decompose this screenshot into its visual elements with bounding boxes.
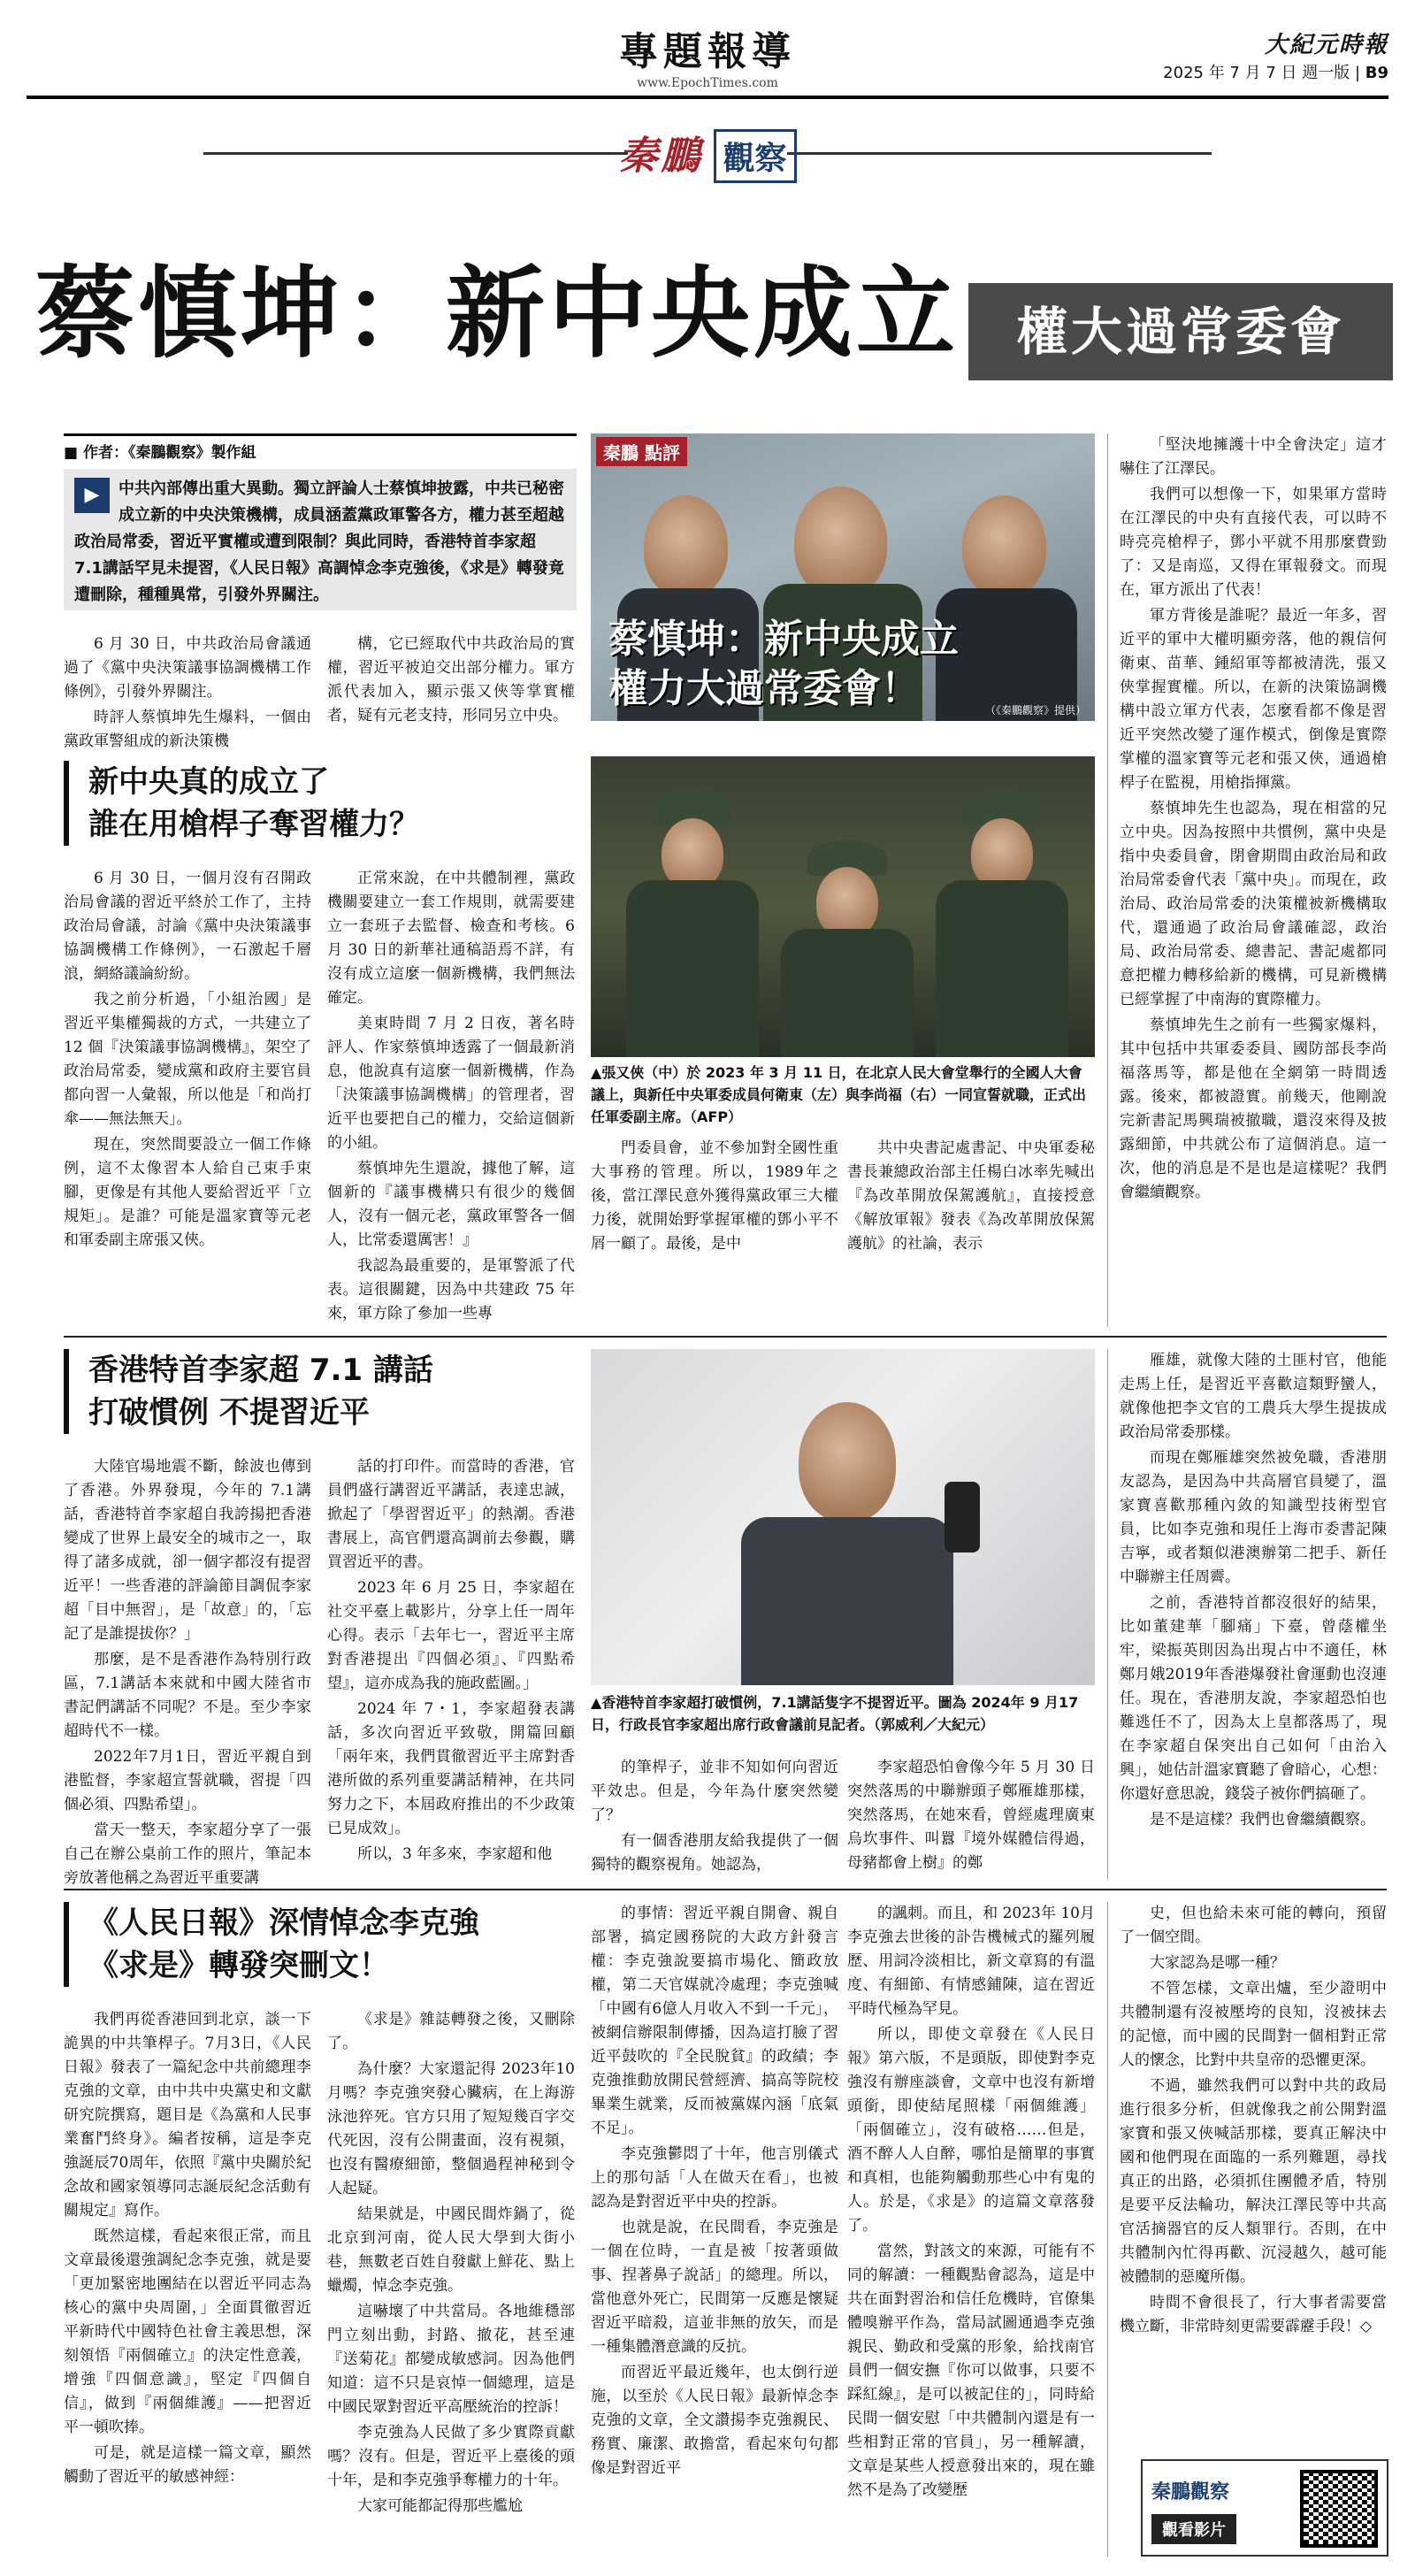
subhead-line: 打破慣例 不提習近平: [88, 1395, 370, 1430]
paragraph: 的筆桿子，並非不知如何向習近平效忠。但是，今年為什麼突然變了？: [591, 1759, 838, 1824]
section-divider: [64, 1336, 1387, 1338]
portrait-left: [644, 495, 728, 597]
officer-right: [971, 818, 1033, 889]
play-icon: ▶: [74, 478, 110, 513]
paragraph: 有一個香港朋友給我提供了一個獨特的觀察視角。她認為，: [591, 1832, 838, 1874]
paragraph: 大家可能都記得那些尷尬: [357, 2497, 523, 2515]
section3-column-2: [327, 2008, 575, 2520]
section3-column-4: [847, 1902, 1095, 2504]
paragraph: 2023 年 6 月 25 日，李家超在社交平臺上載影片，分享上任一周年心得。表示「去年七一，習近平主席對香港提出『四個必須』、『四點希望』，這亦成為我的施政藍圖。」: [327, 1579, 575, 1692]
portrait-center: [794, 487, 887, 597]
section3-subhead: [64, 1902, 577, 1987]
uniform-center: [781, 929, 914, 1057]
photo-hk-chief: [591, 1349, 1095, 1685]
paragraph: 既然這樣，看起來很正常，而且文章最後還強調紀念李克強，就是要「更加緊密地團結在以習近平同志為核心的黨中央周圍，」全面貫徹習近平新時代中國特色社會主義思想，深刻領悟『兩個確立』的決定性意義，增強『四個意識』，堅定『四個自信』，做到『兩個維護』——把習近平一頓吹捧。: [64, 2227, 311, 2436]
section2-subhead: [64, 1349, 577, 1434]
section2-column-3: [591, 1756, 838, 1879]
column-divider: [1107, 433, 1108, 1327]
qr-code-icon[interactable]: [1300, 2470, 1378, 2548]
paper-logo: 大紀元時報: [1264, 32, 1388, 58]
uniform-right: [936, 880, 1068, 1057]
paragraph: 結果就是，中國民間炸鍋了，從北京到河南，從人民大學到大街小巷，無數老百姓自發獻上鮮花、點上蠟燭，悼念李克強。: [327, 2205, 575, 2295]
subhead-line: 《人民日報》深情悼念李克強: [88, 1905, 479, 1941]
site-url[interactable]: www.EpochTimes.com: [637, 76, 778, 90]
paragraph: 大家認為是哪一種？: [1150, 1954, 1285, 1972]
officer-left: [662, 818, 723, 889]
suit: [741, 1517, 953, 1685]
photo-credit: （《秦鵬觀察》提供）: [984, 704, 1086, 717]
right-column-1: [1120, 433, 1387, 1207]
subhead-line: 香港特首李家超 7.1 講話: [88, 1353, 433, 1388]
paragraph: 而現在鄭雁雄突然被免職，香港朋友認為，是因為中共高層官員變了，溫家寶喜歡那種內敛的知識型技術型官員，比如李克強和現任上海市委書記陳吉寧，或者類似港澳辦第二把手、新任中聯辦主任周霽。: [1120, 1449, 1387, 1586]
photo-caption: ▲香港特首李家超打破慣例，7.1講話隻字不提習近平。圖為 2024年 9 月17日，行政長官李家超出席行政會議前見記者。（郭威利／大紀元）: [591, 1694, 1079, 1733]
section2-column-1: [64, 1455, 311, 1892]
paragraph: 蔡慎坤先生之前有一些獨家爆料，其中包括中共軍委委員、國防部長李尚福落馬等，都是他在全網第一時間透露。後來，都被證實。前幾天，他剛說完新書記馬興瑞被撤職，還沒來得及披露細節，中共就公布了這個消息。這一次，他的消息是不是也是這樣呢？我們會繼續觀察。: [1120, 1016, 1387, 1201]
paragraph: 所以，即使文章發在《人民日報》第六版，不是頭版，即使對李克強沒有辦座談會，文章中也沒有新增頭銜，即使結尾照樣「兩個維護」「兩個確立」，沒有破格……但是，酒不醉人人自醉，哪怕是簡單的事實和真相，也能夠觸動那些心中有鬼的人。於是，《求是》的這篇文章落發了。: [847, 2026, 1095, 2235]
section3-column-3: [591, 1902, 838, 2482]
uniform-left: [626, 880, 759, 1057]
portrait-john-lee: [799, 1402, 896, 1522]
section3-column-1: [64, 2008, 311, 2491]
photo-caption: ▲張又俠（中）於 2023 年 3 月 11 日，在北京人民大會堂舉行的全國人大會議上，與新任中央軍委成員何衛東（左）與李尚福（右）一同宣誓就職，正式出任軍委副主席。（AFP）: [591, 1064, 1087, 1125]
paragraph: 構，它已經取代中共政治局的實權，習近平被迫交出部分權力。軍方派代表加入，顯示張又俠等掌實權者，疑有元老支持，形同另立中央。: [327, 635, 575, 724]
section1-subhead: [64, 761, 577, 846]
paragraph: 蔡慎坤先生也認為，現在相當的兄立中央。因為按照中共慣例，黨中央是指中央委員會，閉會期間由政治局和政治局常委會代表「黨中央」。而現在，政治局、政治局常委的決策權被新機構取代，還通過了政治局會議確認，政治局、政治局常委、總書記、書記處都同意把權力轉移給新的機構，可見新機構已經掌握了中南海的實際權力。: [1120, 800, 1387, 1008]
paragraph: 所以，3 年多來，李家超和他: [357, 1845, 553, 1863]
paragraph: 為什麼？大家還記得 2023年10月嗎？李克強突發心臟病，在上海游泳池猝死。官方只用了短短幾百字交代死因，沒有公開畫面，沒有視頻，也沒有醫療細節，整個過程神秘到令人起疑。: [327, 2060, 575, 2197]
paragraph: 共中央書記處書記、中央軍委秘書長兼總政治部主任楊白冰率先喊出『為改革開放保駕護航』，直接授意《解放軍報》發表《為改革開放保駕護航》的社論，表示: [847, 1139, 1095, 1253]
video-promo-box[interactable]: [1141, 2459, 1388, 2557]
section1-column-4: [847, 1137, 1095, 1258]
section2-column-4: [847, 1756, 1095, 1877]
paragraph: 現在，突然間要設立一個工作條例，這不太像習本人給自己束手束腳，更像是有其他人要給習近平「立規矩」。是誰？可能是溫家寶等元老和軍委副主席張又俠。: [64, 1136, 311, 1249]
paragraph: 當然，對該文的來源，可能有不同的解讀：一種觀點會認為，這是中共在面對習治和信任危機時，官僚集體嗅辦平作為，當局試圖通過李克強親民、勤政和受黨的形象，給找南官員們一個安撫『你可以做事，只要不踩紅線』，是可以被記住的」，同時給民間一個安慰「中共體制內還是有一些相對正常的官員」，另一種解讀，文章是某些人授意發出來的，現在雖然不是為了改變歷: [847, 2242, 1095, 2499]
thumbnail-title: [608, 615, 959, 714]
section1-column-2: [327, 867, 575, 1328]
paragraph: 可是，就是這樣一篇文章，顯然觸動了習近平的敏感神經：: [64, 2444, 311, 2486]
paragraph: 這嚇壞了中共當局。各地維穩部門立刻出動，封路、撤花，甚至連『送菊花』都變成敏感詞。因為他們知道：這不只是哀悼一個總理，這是中國民眾對習近平高壓統治的控訴！: [327, 2303, 575, 2416]
paragraph: 門委員會，並不參加對全國性重大事務的管理。所以，1989年之後，當江澤民意外獲得黨政軍三大權力後，就開始野掌握軍權的鄧小平不屑一顧了。最後，是中: [591, 1139, 838, 1253]
issue-line: 2025 年 7 月 7 日 週一版 | B9: [1163, 64, 1388, 82]
commentary-badge: 秦鵬 點評: [596, 437, 687, 466]
masthead-rule: [27, 96, 1388, 99]
subhead-line: 新中央真的成立了: [88, 764, 329, 800]
microphone: [945, 1482, 980, 1552]
video-thumbnail[interactable]: [591, 433, 1095, 721]
intro-column-1: [64, 632, 311, 755]
paragraph: 之前，香港特首都沒很好的結果，比如董建華「腳痛」下臺，曾蔭權坐牢，梁振英則因為出現占中不適任，林鄭月娥2019年香港爆發社會運動也沒連任。現在，香港朋友說，李家超恐怕也難逃任不了，因為太上皇都落馬了，現在李家超自保突出自己如何「由治入興」，她估計溫家寶聽了會暗心，心想：你還好意思說，錢袋子被你們搞砸了。: [1120, 1594, 1387, 1803]
paragraph: 美東時間 7 月 2 日夜，著名時評人、作家蔡慎坤透露了一個最新消息，他說真有這麼一個新機構，作為「決策議事協調機構」的管理者，習近平也要把自己的權力，交給這個新的小組。: [327, 1015, 575, 1152]
issue-date: 2025 年 7 月 7 日 週一版: [1163, 64, 1350, 82]
paragraph: 2024 年 7・1，李家超發表講話，多次向習近平致敬，開篇回顧「兩年來，我們貫徹習近平主席對香港所做的系列重要講話精神，在共同努力之下，本屆政府推出的不少政策已見成效」。: [327, 1700, 575, 1837]
paragraph: 我們可以想像一下，如果軍方當時在江澤民的中央有直接代表，可以時不時亮亮槍桿子，鄧小平就不用那麼費勁了：又是南巡，又得在軍報發文。而現在，軍方派出了代表！: [1120, 486, 1387, 599]
paragraph: 雁雄，就像大陸的土匪村官，他能走馬上任，是習近平喜歡這類野蠻人，就像他把李文官的工農兵大學生提拔成政治局常委那樣。: [1120, 1352, 1387, 1441]
paragraph: 大陸官場地震不斷，餘波也傳到了香港。外界發現，今年的 7.1講話，香港特首李家超自我誇揚把香港變成了世界上最安全的城市之一，取得了諸多成就，卻一個字都沒有提習近平！一些香港的評論節目調侃李家超「目中無習」，是「故意」的，「忘記了是誰提拔你？」: [64, 1458, 311, 1643]
paragraph: 6 月 30 日，中共政治局會議通過了《黨中央決策議事協調機構工作條例》，引發外界關注。: [64, 635, 311, 701]
paragraph: 史，但也給未來可能的轉向，預留了一個空間。: [1120, 1905, 1387, 1946]
watch-video-button[interactable]: 觀看影片: [1151, 2514, 1236, 2544]
paragraph: 時評人蔡慎坤先生爆料，一個由黨政軍警組成的新決策機: [64, 709, 311, 750]
section2-column-2: [327, 1455, 575, 1868]
paragraph: 我認為最重要的，是軍警派了代表。這很關鍵，因為中共建政 75 年來，軍方除了參加一些專: [327, 1257, 575, 1322]
paragraph: 《求是》雜誌轉發之後，又刪除了。: [327, 2011, 575, 2052]
lead-text: 中共內部傳出重大異動。獨立評論人士蔡慎坤披露，中共已秘密成立新的中央決策機構，成員涵蓋黨政軍警各方，權力甚至超越政治局常委，習近平實權或遭到限制？與此同時，香港特首李家超 7.1講話罕見未提習，《人民日報》高調悼念李克強後，《求是》轉發竟遭刪除，種種異常，引發外界關注。: [74, 479, 564, 604]
paragraph: 不管怎樣，文章出爐，至少證明中共體制還有沒被壓垮的良知，沒被抹去的記憶，而中國的民間對一個相對正常人的懷念，比對中共皇帝的恐懼更深。: [1120, 1980, 1387, 2069]
paragraph: 也就是說，在民間看，李克強是一個在位時，一直是被「按著頭做事、捏著鼻子說話」的總理。所以，當他意外死亡，民間第一反應是懷疑習近平暗殺，這並非無的放矢，而是一種集體潛意識的反抗。: [591, 2219, 838, 2356]
paragraph: 話的打印件。而當時的香港，官員們盛行講習近平講話，表達忠誠，掀起了「學習習近平」的熱潮。香港書展上，高官們還高調前去參觀，購買習近平的書。: [327, 1458, 575, 1571]
paragraph: 李家超恐怕會像今年 5 月 30 日突然落馬的中聯辦頭子鄭雁雄那樣，突然落馬，在她來看，曾經處理廣東烏坎事件、叫囂『境外媒體信得過，母豬都會上樹』的鄭: [847, 1759, 1095, 1872]
paragraph: 的諷刺。而且，和 2023年 10月李克強去世後的訃告機械式的羅列履歷、用詞冷淡相比，新文章寫的有溫度、有細節、有情感鋪陳，這在習近平時代極為罕見。: [847, 1905, 1095, 2018]
column-divider: [1107, 1349, 1108, 1880]
promo-program-name: 秦鵬觀察: [1151, 2481, 1230, 2503]
headline: 蔡慎坤：新中央成立: [35, 257, 959, 372]
paragraph: 時間不會很長了，行大事者需要當機立斷，非常時刻更需要霹靂手段！◇: [1120, 2294, 1387, 2335]
thumbnail-title-line2: 權力大過常委會！: [608, 666, 920, 711]
paragraph: 李克強鬱悶了十年，他言別儀式上的那句話「人在做天在看」，也被認為是對習近平中央的控訴。: [591, 2145, 838, 2211]
paragraph: 我們再從香港回到北京，談一下詭異的中共筆桿子。7月3日，《人民日報》發表了一篇紀念中共前總理李克強的文章，由中共中央黨史和文獻研究院撰寫，題目是《為黨和人民事業奮鬥終身》。編者按稱，這是李克強誕辰70周年，依照『黨中央關於紀念故和國家領導同志誕辰紀念活動有關規定』寫作。: [64, 2011, 311, 2220]
paragraph: 「堅決地擁護十中全會決定」這才嚇住了江澤民。: [1120, 436, 1387, 478]
officer-center: [816, 867, 878, 938]
paragraph: 正常來說，在中共體制裡，黨政機關要建立一套工作規則，就需要建立一套班子去監督、檢查和考核。6 月 30 日的新華社通稿語焉不詳，有沒有成立這麼一個新機構，我們無法確定。: [327, 870, 575, 1007]
portrait-right: [962, 495, 1046, 597]
author-byline: ■ 作者：《秦鵬觀察》製作組: [64, 433, 577, 460]
paragraph: 那麼，是不是香港作為特別行政區，7.1講話本來就和中國大陸省市書記們講話不同呢？不是。至少李家超時代不一樣。: [64, 1651, 311, 1740]
paragraph: 李克強為人民做了多少實際貢獻嗎？沒有。但是，習近平上臺後的頭十年，是和李克強爭奪權力的十年。: [327, 2424, 575, 2489]
subhead-line: 誰在用槍桿子奪習權力？: [88, 807, 419, 842]
paragraph: 是不是這樣？我們也會繼續觀察。: [1150, 1811, 1375, 1828]
section1-column-1: [64, 867, 311, 1254]
photo-oath-ceremony: [591, 756, 1095, 1057]
paragraph: 我之前分析過，「小組治國」是習近平集權獨裁的方式，一共建立了 12 個『決策議事協調機構』，架空了政治局常委，變成黨和政府主要官員都向習一人彙報，所以他是「和尚打傘——無法無天」。: [64, 991, 311, 1128]
column-divider: [1107, 1902, 1108, 2557]
paragraph: 6 月 30 日，一個月沒有召開政治局會議的習近平終於工作了，主持政治局會議，討論《黨中央決策議事協調機構工作條例》，一石激起千層浪，網絡議論紛紛。: [64, 870, 311, 983]
thumbnail-title-line1: 蔡慎坤：新中央成立: [608, 617, 959, 662]
paragraph: 的事情：習近平親自開會、親自部署，搞定國務院的大政方針發言權：李克強說要搞市場化、簡政放權，第二天官媒就冷處理；李克強喊「中國有6億人月收入不到一千元」，被網信辦限制傳播，因為這打臉了習近平鼓吹的『全民脫貧』的政績；李克強推動放開民營經濟、搞高等院校畢業生就業，反而被黨媒內涵「底氣不足」。: [591, 1905, 838, 2137]
paragraph: 而習近平最近幾年，也太倒行逆施，以至於《人民日報》最新悼念李克強的文章，全文讚揚李克強親民、務實、廉潔、敢擔當，看起來句句都像是對習近平: [591, 2364, 838, 2477]
paragraph: 蔡慎坤先生還說，據他了解，這個新的『議事機構只有很少的幾個人，沒有一個元老，黨政軍警各一個人，比常委還厲害！』: [327, 1160, 575, 1249]
paragraph: 2022年7月1日，習近平親自到港監督，李家超宣誓就職，習提「四個必須、四點希望」。: [64, 1748, 311, 1813]
subhead-line: 《求是》轉發突刪文！: [88, 1948, 389, 1983]
lead-box: [64, 469, 577, 610]
column-name: 秦鵬: [618, 134, 704, 179]
section1-column-3: [591, 1137, 838, 1258]
column-kind: 觀察: [714, 129, 797, 183]
paragraph: 當天一整天，李家超分享了一張自己在辦公桌前工作的照片，筆記本旁放著他稱之為習近平重要講: [64, 1821, 311, 1887]
paragraph: 軍方背後是誰呢？最近一年多，習近平的軍中大權明顯旁落，他的親信何衛東、苗華、鍾紹軍等都被清洗，張又俠掌握實權。所以，在新的決策協調機構中設立軍方代表，怎麼看都不像是習近平突然改變了運作模式，倒像是實際掌權的溫家寶等元老和張又俠，通過槍桿子在監視，用槍指揮黨。: [1120, 607, 1387, 792]
section-title: 專題報導: [619, 29, 796, 74]
headline-tag: 權大過常委會: [968, 283, 1393, 380]
section-divider: [64, 1889, 1387, 1890]
page-number: B9: [1365, 64, 1388, 82]
right-column-2: [1120, 1349, 1387, 1834]
section3-column-5: [1120, 1902, 1387, 2341]
paragraph: 不過，雖然我們可以對中共的政局進行很多分析，但就像我之前公開對溫家寶和張又俠喊話那樣，要真正解決中國和他們現在面臨的一系列難題，尋找真正的出路，必須抓住團體矛盾，特別是要平反法輪功，解決江澤民等中共高官活摘器官的反人類罪行。否則，在中共體制內忙得再歡、沉浸越久，越可能被體制的惡魔所傷。: [1120, 2077, 1387, 2286]
column-brand: [0, 124, 1415, 183]
intro-column-2: [327, 632, 575, 730]
